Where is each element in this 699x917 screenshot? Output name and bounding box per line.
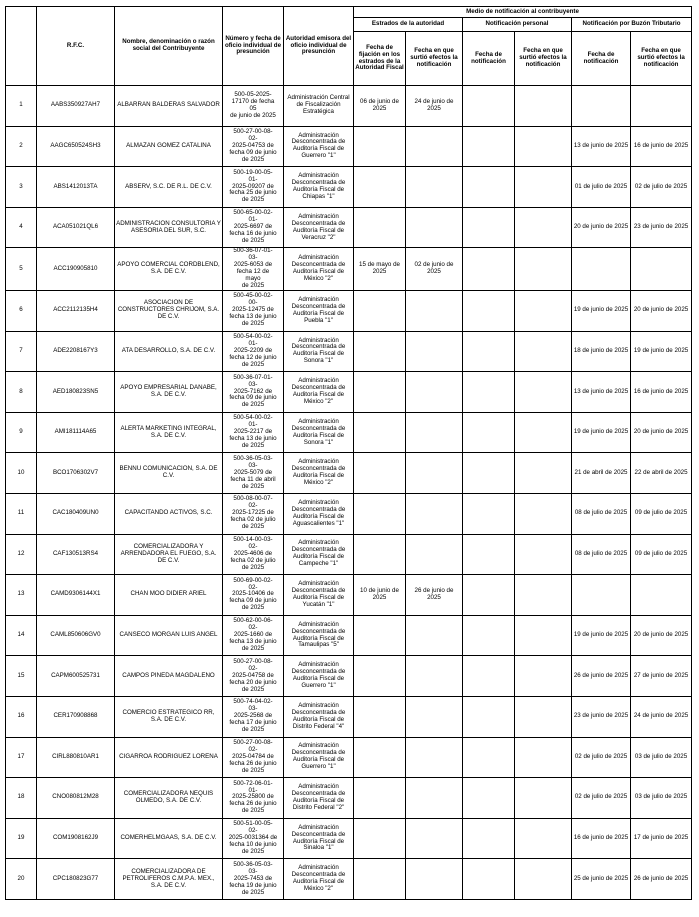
cell-oficio: 500-62-00-06- 02- 2025-1660 de fecha 13 de junio de 2025 <box>223 615 284 656</box>
cell-num: 13 <box>6 575 37 616</box>
cell-num: 9 <box>6 412 37 453</box>
cell-num: 1 <box>6 86 37 127</box>
cell-buzon-surtio: 22 de abril de 2025 <box>631 453 692 494</box>
cell-num: 2 <box>6 126 37 167</box>
cell-buzon-fecha: 19 de junio de 2025 <box>572 615 631 656</box>
cell-personal-surtio <box>515 656 572 697</box>
table-row <box>6 859 692 900</box>
cell-name: ASOCIACION DE CONSTRUCTORES CHRIJOM, S.A. DE C.V. <box>115 291 223 332</box>
cell-buzon-fecha: 01 de julio de 2025 <box>572 167 631 208</box>
cell-personal-fecha <box>463 778 515 819</box>
cell-name: ALMAZAN GOMEZ CATALINA <box>115 126 223 167</box>
header-num <box>6 7 37 86</box>
cell-personal-surtio <box>515 534 572 575</box>
cell-buzon-fecha: 23 de junio de 2025 <box>572 696 631 737</box>
cell-rfc: CPC180823G77 <box>37 859 115 900</box>
cell-authority: Administración Desconcentrada de Auditoría Fiscal de Guerrero "1" <box>284 126 354 167</box>
cell-buzon-fecha: 16 de junio de 2025 <box>572 818 631 859</box>
cell-oficio: 500-05-2025- 17170 de fecha 05 de junio de 2025 <box>223 86 284 127</box>
cell-name: CANSECO MORGAN LUIS ANGEL <box>115 615 223 656</box>
cell-buzon-surtio: 09 de julio de 2025 <box>631 534 692 575</box>
cell-personal-surtio <box>515 493 572 534</box>
cell-rfc: ACC190905810 <box>37 248 115 291</box>
cell-rfc: CER170908868 <box>37 696 115 737</box>
cell-estrados-fijacion <box>354 207 406 248</box>
cell-personal-surtio <box>515 207 572 248</box>
cell-authority: Administración Desconcentrada de Auditoría Fiscal de Puebla "1" <box>284 291 354 332</box>
cell-name: BENNU COMUNICACION, S.A. DE C.V. <box>115 453 223 494</box>
cell-personal-surtio <box>515 167 572 208</box>
cell-estrados-surtio <box>406 493 463 534</box>
cell-num: 16 <box>6 696 37 737</box>
table-row <box>6 534 692 575</box>
cell-authority: Administración Desconcentrada de Auditoría Fiscal de México "2" <box>284 453 354 494</box>
cell-authority: Administración Desconcentrada de Auditoría Fiscal de Veracruz "2" <box>284 207 354 248</box>
cell-num: 8 <box>6 372 37 413</box>
cell-num: 17 <box>6 737 37 778</box>
cell-personal-surtio <box>515 412 572 453</box>
cell-personal-fecha <box>463 412 515 453</box>
cell-name: ALERTA MARKETING INTEGRAL, S.A. DE C.V. <box>115 412 223 453</box>
cell-oficio: 500-08-00-07- 02- 2025-17225 de fecha 02 de julio de 2025 <box>223 493 284 534</box>
cell-personal-fecha <box>463 331 515 372</box>
cell-personal-fecha <box>463 126 515 167</box>
table-row <box>6 615 692 656</box>
cell-name: APOYO COMERCIAL CORDBLEND, S.A. DE C.V. <box>115 248 223 291</box>
cell-oficio: 500-54-00-02- 01- 2025-2209 de fecha 12 de junio de 2025 <box>223 331 284 372</box>
cell-estrados-fijacion <box>354 778 406 819</box>
table-row <box>6 167 692 208</box>
cell-personal-surtio <box>515 696 572 737</box>
cell-personal-surtio <box>515 126 572 167</box>
cell-authority: Administración Desconcentrada de Auditoría Fiscal de Chiapas "1" <box>284 167 354 208</box>
table-body <box>6 86 692 900</box>
cell-buzon-fecha: 19 de junio de 2025 <box>572 291 631 332</box>
cell-buzon-fecha <box>572 86 631 127</box>
cell-num: 19 <box>6 818 37 859</box>
cell-authority: Administración Desconcentrada de Auditoría Fiscal de México "2" <box>284 372 354 413</box>
header-personal-surtio: Fecha en que surtió efectos la notificación <box>515 32 572 86</box>
cell-personal-surtio <box>515 818 572 859</box>
cell-personal-fecha <box>463 372 515 413</box>
cell-buzon-surtio: 03 de julio de 2025 <box>631 737 692 778</box>
cell-personal-fecha <box>463 167 515 208</box>
cell-personal-surtio <box>515 615 572 656</box>
header-rfc: R.F.C. <box>37 7 115 86</box>
cell-name: CIGARROA RODRIGUEZ LORENA <box>115 737 223 778</box>
cell-rfc: AMI181114A65 <box>37 412 115 453</box>
cell-rfc: AABS350927AH7 <box>37 86 115 127</box>
header-buzon-surtio: Fecha en que surtió efectos la notificación <box>631 32 692 86</box>
cell-buzon-fecha: 08 de julio de 2025 <box>572 493 631 534</box>
cell-buzon-surtio: 17 de junio de 2025 <box>631 818 692 859</box>
cell-num: 14 <box>6 615 37 656</box>
cell-personal-surtio <box>515 291 572 332</box>
cell-buzon-surtio: 27 de junio de 2025 <box>631 656 692 697</box>
cell-personal-fecha <box>463 656 515 697</box>
header-name: Nombre, denominación o razón social del Contribuyente <box>115 7 223 86</box>
cell-authority: Administración Desconcentrada de Auditoría Fiscal de Sonora "1" <box>284 331 354 372</box>
table-row <box>6 331 692 372</box>
cell-estrados-fijacion <box>354 615 406 656</box>
header-personal-fecha: Fecha de notificación <box>463 32 515 86</box>
header-estrados: Estrados de la autoridad <box>354 18 463 32</box>
cell-name: COMERHELMGAAS, S.A. DE C.V. <box>115 818 223 859</box>
cell-personal-fecha <box>463 291 515 332</box>
cell-personal-fecha <box>463 818 515 859</box>
cell-rfc: ACA051021QL6 <box>37 207 115 248</box>
cell-estrados-fijacion <box>354 696 406 737</box>
cell-num: 12 <box>6 534 37 575</box>
cell-personal-surtio <box>515 859 572 900</box>
cell-estrados-fijacion: 15 de mayo de 2025 <box>354 248 406 291</box>
cell-estrados-surtio <box>406 291 463 332</box>
cell-rfc: CAML850606GV0 <box>37 615 115 656</box>
header-oficio: Número y fecha de oficio individual de presunción <box>223 7 284 86</box>
table-row <box>6 207 692 248</box>
cell-estrados-surtio <box>406 696 463 737</box>
cell-estrados-surtio <box>406 534 463 575</box>
table-row <box>6 575 692 616</box>
cell-buzon-surtio: 16 de junio de 2025 <box>631 126 692 167</box>
cell-estrados-fijacion <box>354 291 406 332</box>
table-row <box>6 737 692 778</box>
cell-buzon-surtio <box>631 575 692 616</box>
cell-authority: Administración Desconcentrada de Auditoría Fiscal de México "2" <box>284 859 354 900</box>
cell-personal-surtio <box>515 86 572 127</box>
cell-authority: Administración Desconcentrada de Auditoría Fiscal de Tamaulipas "5" <box>284 615 354 656</box>
cell-personal-fecha <box>463 207 515 248</box>
cell-estrados-surtio <box>406 126 463 167</box>
table-row <box>6 126 692 167</box>
cell-oficio: 500-74-04-02- 03- 2025-2568 de fecha 17 de junio de 2025 <box>223 696 284 737</box>
cell-estrados-surtio <box>406 778 463 819</box>
cell-personal-fecha <box>463 86 515 127</box>
cell-estrados-surtio <box>406 207 463 248</box>
cell-personal-fecha <box>463 696 515 737</box>
cell-buzon-surtio: 20 de junio de 2025 <box>631 291 692 332</box>
cell-oficio: 500-45-00-02- 00- 2025-12475 de fecha 13 de junio de 2025 <box>223 291 284 332</box>
cell-buzon-surtio: 16 de junio de 2025 <box>631 372 692 413</box>
cell-personal-fecha <box>463 453 515 494</box>
cell-buzon-surtio: 26 de junio de 2025 <box>631 859 692 900</box>
cell-name: APOYO EMPRESARIAL DANABE, S.A. DE C.V. <box>115 372 223 413</box>
cell-num: 20 <box>6 859 37 900</box>
cell-authority: Administración Desconcentrada de Auditoría Fiscal de Yucatán "1" <box>284 575 354 616</box>
cell-num: 6 <box>6 291 37 332</box>
cell-oficio: 500-36-05-03- 03- 2025-7453 de fecha 19 de junio de 2025 <box>223 859 284 900</box>
cell-buzon-fecha: 20 de junio de 2025 <box>572 207 631 248</box>
cell-estrados-surtio <box>406 737 463 778</box>
table-row <box>6 372 692 413</box>
cell-estrados-surtio <box>406 859 463 900</box>
header-medio: Medio de notificación al contribuyente <box>354 7 692 18</box>
cell-personal-fecha <box>463 493 515 534</box>
cell-estrados-fijacion <box>354 167 406 208</box>
cell-estrados-fijacion <box>354 331 406 372</box>
cell-oficio: 500-72-06-01- 01- 2025-25800 de fecha 26 de junio de 2025 <box>223 778 284 819</box>
cell-rfc: CAPM600525731 <box>37 656 115 697</box>
cell-authority: Administración Desconcentrada de Auditoría Fiscal de Distrito Federal "4" <box>284 696 354 737</box>
cell-personal-surtio <box>515 331 572 372</box>
cell-personal-surtio <box>515 778 572 819</box>
cell-estrados-fijacion <box>354 372 406 413</box>
cell-buzon-fecha: 08 de julio de 2025 <box>572 534 631 575</box>
table-row <box>6 291 692 332</box>
cell-authority: Administración Desconcentrada de Auditoría Fiscal de Aguascalientes "1" <box>284 493 354 534</box>
cell-buzon-fecha: 19 de junio de 2025 <box>572 412 631 453</box>
cell-estrados-surtio: 24 de junio de 2025 <box>406 86 463 127</box>
cell-oficio: 500-54-00-02- 01- 2025-2217 de fecha 13 de junio de 2025 <box>223 412 284 453</box>
cell-buzon-surtio <box>631 248 692 291</box>
table-header <box>6 7 692 86</box>
cell-name: COMERCIALIZADORA DE PETROLIFEROS C.M.P.A. MEX., S.A. DE C.V. <box>115 859 223 900</box>
cell-oficio: 500-27-00-08- 02- 2025-04753 de fecha 09 de junio de 2025 <box>223 126 284 167</box>
cell-buzon-fecha: 02 de julio de 2025 <box>572 778 631 819</box>
cell-rfc: ADE2208167Y3 <box>37 331 115 372</box>
table-row <box>6 453 692 494</box>
table-row <box>6 656 692 697</box>
cell-buzon-surtio: 09 de julio de 2025 <box>631 493 692 534</box>
cell-oficio: 500-27-00-08- 02- 2025-04784 de fecha 26 de junio de 2025 <box>223 737 284 778</box>
table-row <box>6 412 692 453</box>
notification-table <box>5 6 692 900</box>
cell-personal-surtio <box>515 575 572 616</box>
cell-estrados-surtio <box>406 412 463 453</box>
cell-rfc: BCO1706302V7 <box>37 453 115 494</box>
cell-name: CAMPOS PINEDA MAGDALENO <box>115 656 223 697</box>
table-row <box>6 818 692 859</box>
cell-rfc: CNO080812M28 <box>37 778 115 819</box>
cell-personal-fecha <box>463 737 515 778</box>
cell-personal-fecha <box>463 534 515 575</box>
cell-estrados-fijacion <box>354 412 406 453</box>
cell-oficio: 500-51-00-05- 02- 2025-0031364 de fecha 10 de junio de 2025 <box>223 818 284 859</box>
cell-name: CHAN MOO DIDIER ARIEL <box>115 575 223 616</box>
cell-rfc: CAF130513RS4 <box>37 534 115 575</box>
cell-name: ALBARRAN BALDERAS SALVADOR <box>115 86 223 127</box>
header-estrados-fijacion: Fecha de fijación en los estrados de la Autoridad Fiscal <box>354 32 406 86</box>
table-row <box>6 86 692 127</box>
cell-num: 10 <box>6 453 37 494</box>
cell-personal-surtio <box>515 372 572 413</box>
cell-num: 11 <box>6 493 37 534</box>
header-buzon-fecha: Fecha de notificación <box>572 32 631 86</box>
cell-estrados-fijacion: 06 de junio de 2025 <box>354 86 406 127</box>
cell-authority: Administración Desconcentrada de Auditoría Fiscal de Campeche "1" <box>284 534 354 575</box>
cell-num: 3 <box>6 167 37 208</box>
cell-estrados-surtio: 02 de junio de 2025 <box>406 248 463 291</box>
cell-buzon-surtio: 24 de junio de 2025 <box>631 696 692 737</box>
header-authority: Autoridad emisora del oficio individual de presunción <box>284 7 354 86</box>
cell-name: CAPACITANDO ACTIVOS, S.C. <box>115 493 223 534</box>
cell-oficio: 500-36-05-03- 03- 2025-5079 de fecha 11 de abril de 2025 <box>223 453 284 494</box>
cell-buzon-surtio: 03 de julio de 2025 <box>631 778 692 819</box>
cell-name: COMERCIO ESTRATEGICO RR, S.A. DE C.V. <box>115 696 223 737</box>
cell-buzon-fecha: 21 de abril de 2025 <box>572 453 631 494</box>
cell-name: COMERCIALIZADORA Y ARRENDADORA EL FUEGO, S.A. DE C.V. <box>115 534 223 575</box>
table-row <box>6 696 692 737</box>
cell-buzon-fecha: 13 de junio de 2025 <box>572 372 631 413</box>
cell-estrados-fijacion <box>354 737 406 778</box>
cell-authority: Administración Desconcentrada de Auditoría Fiscal de Guerrero "1" <box>284 737 354 778</box>
cell-authority: Administración Desconcentrada de Auditoría Fiscal de Distrito Federal "2" <box>284 778 354 819</box>
cell-rfc: CAC180409UN0 <box>37 493 115 534</box>
cell-estrados-fijacion <box>354 818 406 859</box>
cell-num: 5 <box>6 248 37 291</box>
cell-num: 7 <box>6 331 37 372</box>
cell-authority: Administración Desconcentrada de Auditoría Fiscal de México "2" <box>284 248 354 291</box>
cell-personal-surtio <box>515 737 572 778</box>
cell-personal-fecha <box>463 248 515 291</box>
cell-name: ATA DESARROLLO, S.A. DE C.V. <box>115 331 223 372</box>
cell-oficio: 500-36-07-01- 03- 2025-7162 de fecha 09 de junio de 2025 <box>223 372 284 413</box>
cell-estrados-surtio <box>406 818 463 859</box>
cell-estrados-fijacion <box>354 493 406 534</box>
cell-oficio: 500-19-00-05- 01- 2025-09207 de fecha 25 de junio de 2025 <box>223 167 284 208</box>
header-personal: Notificación personal <box>463 18 572 32</box>
cell-buzon-fecha: 18 de junio de 2025 <box>572 331 631 372</box>
cell-personal-fecha <box>463 615 515 656</box>
cell-estrados-fijacion <box>354 534 406 575</box>
cell-authority: Administración Desconcentrada de Auditoría Fiscal de Sinaloa "1" <box>284 818 354 859</box>
cell-name: ABSERV, S.C. DE R.L. DE C.V. <box>115 167 223 208</box>
cell-personal-surtio <box>515 248 572 291</box>
cell-estrados-surtio <box>406 615 463 656</box>
table-row <box>6 493 692 534</box>
cell-estrados-surtio <box>406 167 463 208</box>
cell-name: COMERCIALIZADORA NEQUIS OLMEDO, S.A. DE C.V. <box>115 778 223 819</box>
cell-estrados-surtio <box>406 453 463 494</box>
cell-buzon-fecha: 25 de junio de 2025 <box>572 859 631 900</box>
cell-oficio: 500-27-00-08- 02- 2025-04758 de fecha 20 de junio de 2025 <box>223 656 284 697</box>
cell-buzon-surtio: 23 de junio de 2025 <box>631 207 692 248</box>
cell-buzon-surtio: 19 de junio de 2025 <box>631 331 692 372</box>
cell-rfc: COM1908162J9 <box>37 818 115 859</box>
cell-rfc: AED180823SN5 <box>37 372 115 413</box>
cell-rfc: AAGC650524SH3 <box>37 126 115 167</box>
header-buzon: Notificación por Buzón Tributario <box>572 18 692 32</box>
cell-authority: Administración Central de Fiscalización Estratégica <box>284 86 354 127</box>
cell-buzon-fecha: 02 de julio de 2025 <box>572 737 631 778</box>
cell-buzon-fecha <box>572 248 631 291</box>
cell-buzon-fecha: 13 de junio de 2025 <box>572 126 631 167</box>
cell-personal-fecha <box>463 859 515 900</box>
cell-buzon-fecha <box>572 575 631 616</box>
cell-estrados-fijacion: 10 de junio de 2025 <box>354 575 406 616</box>
cell-num: 15 <box>6 656 37 697</box>
cell-oficio: 500-36-07-01- 03- 2025-6053 de fecha 12 de mayo de 2025 <box>223 248 284 291</box>
cell-name: ADMINISTRACION CONSULTORIA Y ASESORIA DEL SUR, S.C. <box>115 207 223 248</box>
cell-estrados-fijacion <box>354 656 406 697</box>
cell-estrados-surtio <box>406 656 463 697</box>
cell-buzon-surtio: 20 de junio de 2025 <box>631 615 692 656</box>
cell-estrados-surtio <box>406 372 463 413</box>
cell-rfc: CAMD9306144X1 <box>37 575 115 616</box>
cell-buzon-surtio: 20 de junio de 2025 <box>631 412 692 453</box>
cell-rfc: CIRL880810AR1 <box>37 737 115 778</box>
cell-estrados-surtio <box>406 331 463 372</box>
cell-estrados-fijacion <box>354 453 406 494</box>
cell-personal-surtio <box>515 453 572 494</box>
header-estrados-surtio: Fecha en que surtió efectos la notificación <box>406 32 463 86</box>
cell-authority: Administración Desconcentrada de Auditoría Fiscal de Guerrero "1" <box>284 656 354 697</box>
cell-buzon-fecha: 26 de junio de 2025 <box>572 656 631 697</box>
cell-authority: Administración Desconcentrada de Auditoría Fiscal de Sonora "1" <box>284 412 354 453</box>
table-row <box>6 248 692 291</box>
cell-rfc: ACC2112135H4 <box>37 291 115 332</box>
cell-num: 18 <box>6 778 37 819</box>
cell-oficio: 500-69-00-02- 02- 2025-10406 de fecha 09 de junio de 2025 <box>223 575 284 616</box>
table-row <box>6 778 692 819</box>
cell-oficio: 500-65-00-02- 01- 2025-6697 de fecha 16 de junio de 2025 <box>223 207 284 248</box>
cell-personal-fecha <box>463 575 515 616</box>
cell-estrados-fijacion <box>354 859 406 900</box>
cell-num: 4 <box>6 207 37 248</box>
cell-buzon-surtio: 02 de julio de 2025 <box>631 167 692 208</box>
cell-rfc: ABS1412013TA <box>37 167 115 208</box>
cell-buzon-surtio <box>631 86 692 127</box>
cell-estrados-fijacion <box>354 126 406 167</box>
cell-oficio: 500-14-00-03- 02- 2025-4606 de fecha 02 de julio de 2025 <box>223 534 284 575</box>
cell-estrados-surtio: 26 de junio de 2025 <box>406 575 463 616</box>
